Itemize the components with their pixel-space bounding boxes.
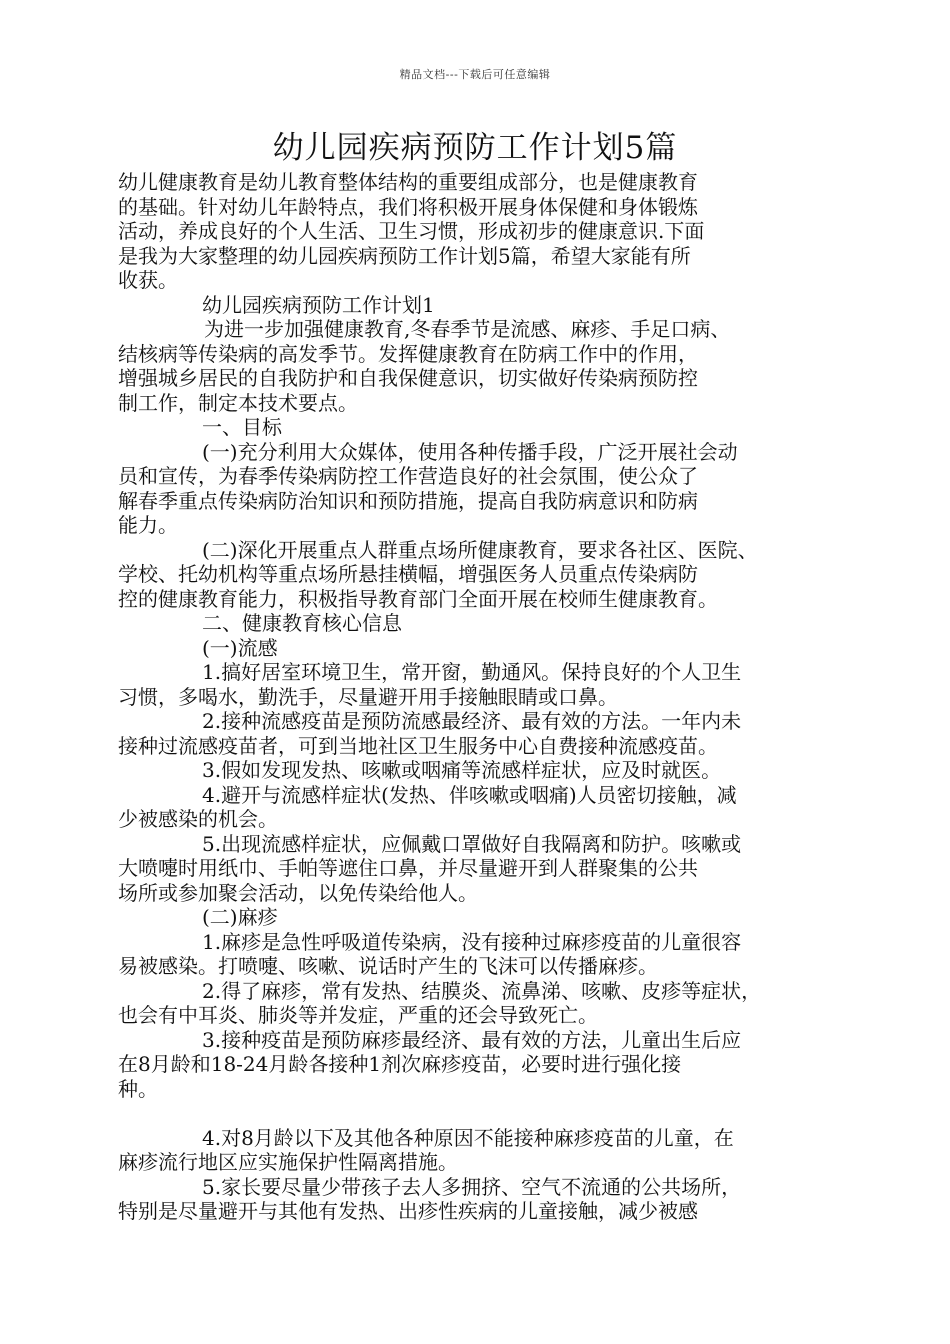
- text-line: 3.接种疫苗是预防麻疹最经济、最有效的方法，儿童出生后应: [202, 1027, 742, 1052]
- text-line: 5.家长要尽量少带孩子去人多拥挤、空气不流通的公共场所，: [202, 1174, 742, 1199]
- text-line: 是我为大家整理的幼儿园疾病预防工作计划5篇，希望大家能有所: [118, 243, 691, 268]
- text-line: 学校、托幼机构等重点场所悬挂横幅，增强医务人员重点传染病防: [118, 562, 698, 586]
- text-line: 2.接种流感疫苗是预防流感最经济、最有效的方法。一年内未: [202, 709, 742, 733]
- text-line: 也会有中耳炎、肺炎等并发症，严重的还会导致死亡。: [118, 1003, 598, 1027]
- text-line: 活动，养成良好的个人生活、卫生习惯，形成初步的健康意识.下面: [118, 219, 705, 243]
- text-line: 麻疹流行地区应实施保护性隔离措施。: [118, 1150, 458, 1174]
- text-line: 幼儿健康教育是幼儿教育整体结构的重要组成部分，也是健康教育: [118, 170, 698, 194]
- text-line: 二、健康教育核心信息: [202, 611, 402, 635]
- text-line: 控的健康教育能力，积极指导教育部门全面开展在校师生健康教育。: [118, 586, 718, 611]
- text-line: 1.搞好居室环境卫生，常开窗，勤通风。保持良好的个人卫生: [202, 660, 742, 684]
- text-line: 习惯，多喝水，勤洗手，尽量避开用手接触眼睛或口鼻。: [118, 684, 618, 709]
- text-line: (二)深化开展重点人群重点场所健康教育，要求各社区、医院、: [202, 537, 758, 562]
- text-line: 4.对8月龄以下及其他各种原因不能接种麻疹疫苗的儿童，在: [202, 1125, 734, 1150]
- text-line: 种。: [118, 1076, 158, 1101]
- text-line: 的基础。针对幼儿年龄特点，我们将积极开展身体保健和身体锻炼: [118, 194, 698, 219]
- text-line: 在8月龄和18-24月龄各接种1剂次麻疹疫苗，必要时进行强化接: [118, 1052, 682, 1076]
- text-line: 1.麻疹是急性呼吸道传染病，没有接种过麻疹疫苗的儿童很容: [202, 929, 742, 954]
- text-line: 幼儿园疾病预防工作计划1: [202, 292, 435, 317]
- text-line: 收获。: [118, 268, 178, 292]
- text-line: 少被感染的机会。: [118, 807, 278, 831]
- text-line: (一)充分利用大众媒体，使用各种传播手段，广泛开展社会动: [202, 439, 738, 464]
- header-note: 精品文档---下载后可任意编辑: [399, 68, 551, 81]
- text-line: 大喷嚏时用纸巾、手帕等遮住口鼻，并尽量避开到人群聚集的公共: [118, 856, 698, 880]
- text-line: 制工作，制定本技术要点。: [118, 390, 358, 415]
- text-line: 2.得了麻疹，常有发热、结膜炎、流鼻涕、咳嗽、皮疹等症状，: [202, 978, 762, 1003]
- text-line: 3.假如发现发热、咳嗽或咽痛等流感样症状，应及时就医。: [202, 758, 722, 782]
- text-line: 特别是尽量避开与其他有发热、出疹性疾病的儿童接触，减少被感: [118, 1199, 698, 1223]
- text-line: 能力。: [118, 513, 178, 537]
- text-line: 一、目标: [202, 415, 282, 439]
- text-line: 4.避开与流感样症状(发热、伴咳嗽或咽痛)人员密切接触，减: [202, 782, 737, 807]
- text-line: 增强城乡居民的自我防护和自我保健意识，切实做好传染病预防控: [118, 366, 698, 390]
- text-line: 解春季重点传染病防治知识和预防措施，提高自我防病意识和防病: [118, 488, 698, 513]
- text-line: 5.出现流感样症状，应佩戴口罩做好自我隔离和防护。咳嗽或: [202, 831, 742, 856]
- text-line: 员和宣传，为春季传染病防控工作营造良好的社会氛围，使公众了: [118, 464, 698, 488]
- document-title: 幼儿园疾病预防工作计划5篇: [272, 130, 678, 166]
- text-line: 易被感染。打喷嚏、咳嗽、说话时产生的飞沫可以传播麻疹。: [118, 954, 658, 978]
- text-line: 场所或参加聚会活动，以免传染给他人。: [118, 880, 478, 905]
- document-body: [118, 170, 834, 1224]
- text-line: 接种过流感疫苗者，可到当地社区卫生服务中心自费接种流感疫苗。: [118, 733, 718, 758]
- text-line: 为进一步加强健康教育,冬春季节是流感、麻疹、手足口病、: [204, 317, 731, 341]
- text-line: (二)麻疹: [202, 905, 278, 929]
- text-line: 结核病等传染病的高发季节。发挥健康教育在防病工作中的作用，: [118, 341, 698, 366]
- text-line: [118, 1101, 834, 1126]
- text-line: (一)流感: [202, 635, 278, 660]
